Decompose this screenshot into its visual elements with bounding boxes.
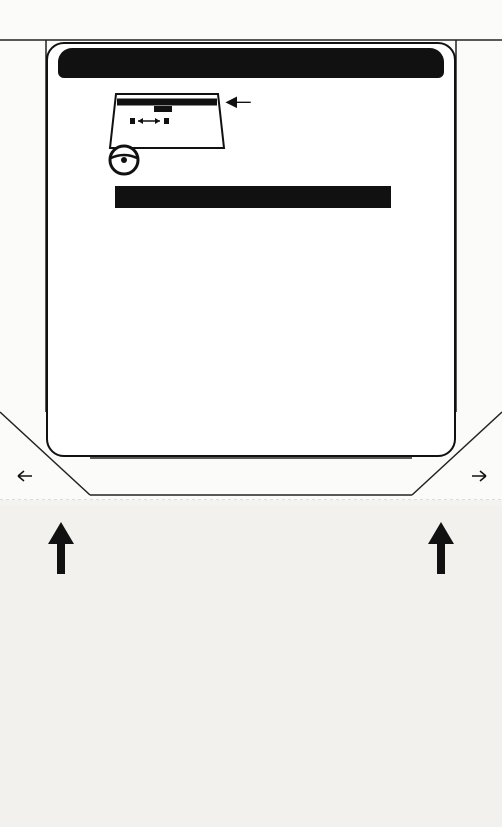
card-title (58, 48, 444, 78)
arrow-up-icon-left (48, 522, 74, 574)
peel-arrow-right-icon (470, 468, 490, 484)
vignette-card (46, 42, 456, 457)
peel-arrow-left-icon (14, 468, 34, 484)
counterfoil (0, 505, 502, 827)
customer-service-bar (115, 186, 391, 208)
windscreen-diagram-icon (108, 88, 228, 180)
arrow-up-icon-right (428, 522, 454, 574)
barcode-image (98, 712, 410, 770)
placement-notice (226, 90, 446, 114)
arrow-left-icon: ◀— (226, 93, 251, 109)
